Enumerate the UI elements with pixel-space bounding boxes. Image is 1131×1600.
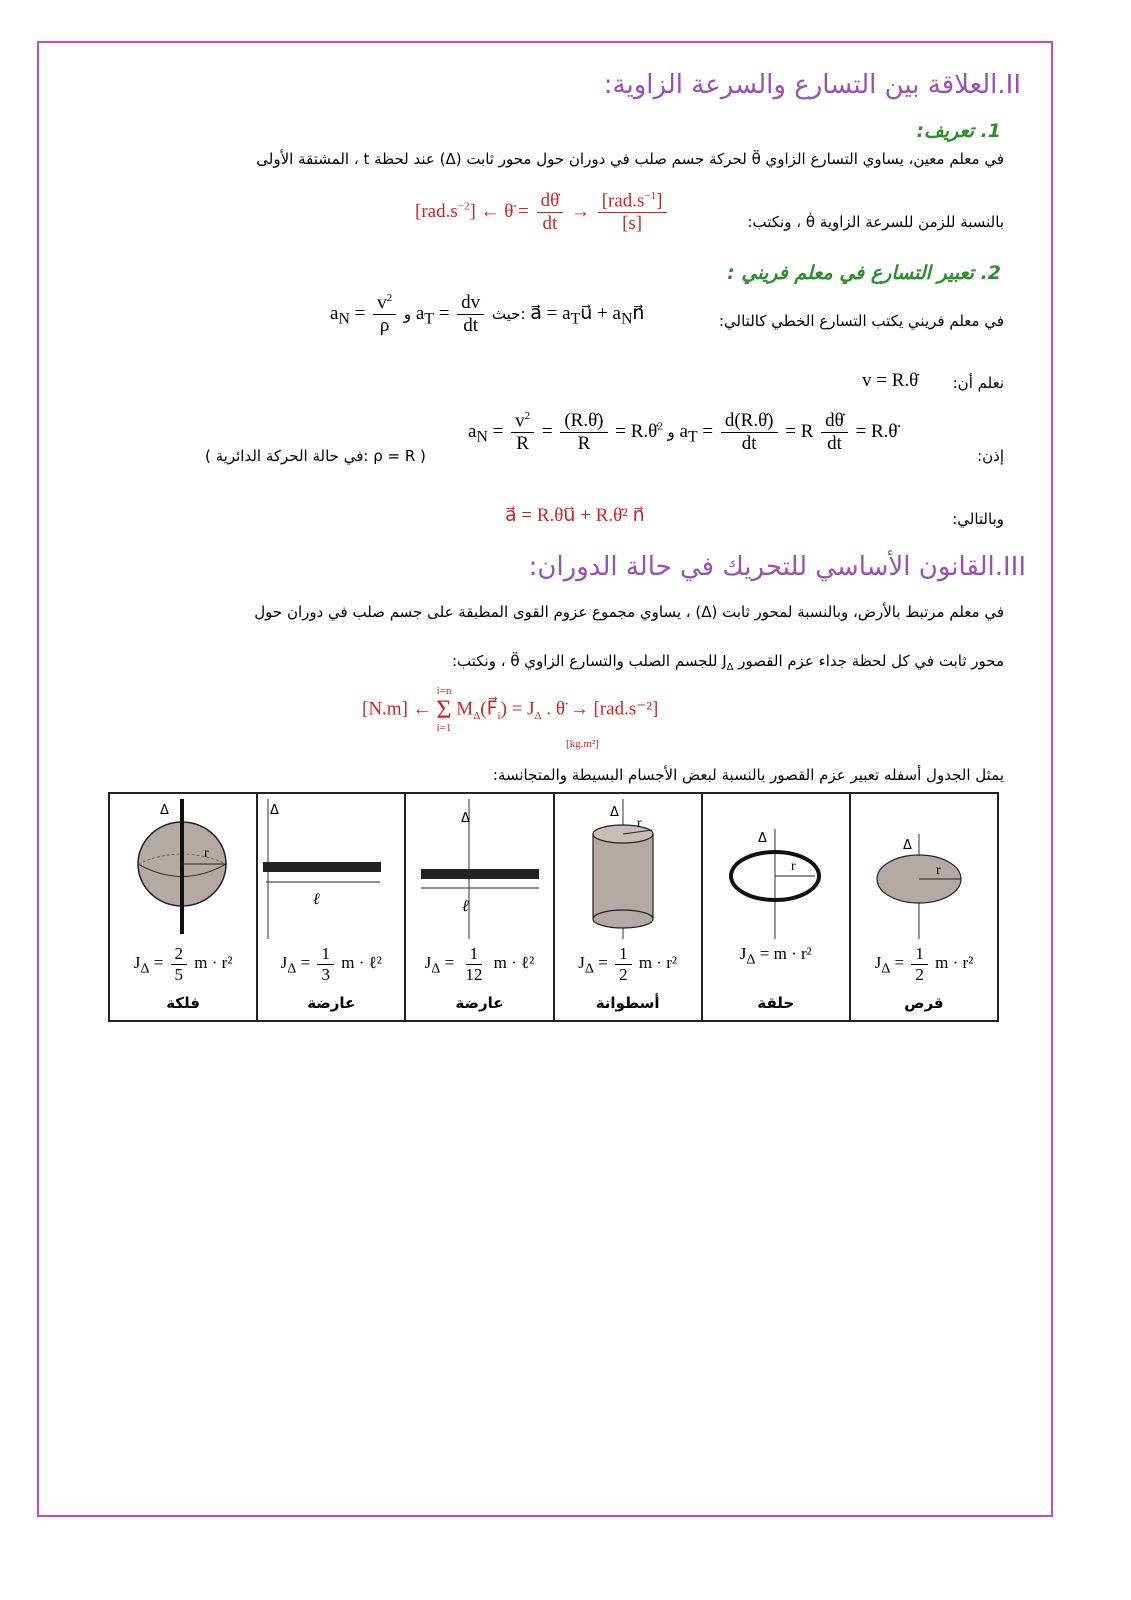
frenet-line: في معلم فريني يكتب التسارع الخطي كالتالي: [718,312,1004,330]
table-intro: يمثل الجدول أسفله تعبير عزم القصور بالنسبة لبعض الأجسام البسيطة والمتجانسة: [492,766,1004,784]
section-2-title: II.العلاقة بين التسارع والسرعة الزاوية: [603,70,1021,100]
cell-disk [851,794,997,1020]
svg-text:Δ: Δ [902,838,912,853]
thus-label: وبالتالي: [952,510,1004,528]
name-cylinder: أسطوانة [595,994,660,1012]
velocity-equation: v = R.θ̇ [862,370,919,391]
name-sphere: فلكة [166,994,200,1012]
formula-rod-center: $J_\Delta$ = $\frac{1}{12}$ m · ℓ² [424,944,535,984]
name-rod-center: عارضة [455,994,504,1012]
formula-cylinder: $J_\Delta$ = $\frac{1}{2}$ m · r² [578,944,677,984]
name-disk: قرص [904,994,944,1012]
angular-acceleration-equation: $[rad.s^{-2}]$ ← θ̈ = $\frac{d\thetȧ}{dt}$ → $\frac{[rad.s^{-1}]}{[s]}$ [415,190,670,235]
formula-ring: $J_\Delta = m \cdot r^2$ [739,944,812,968]
frenet-equation: $a_N$ = $\frac{v^2}{\rho}$ و $a_T$ = $\frac{dv}{dt}$ حيث: a⃗ = $a_Tu⃗$ + $a_Nn⃗$ [330,292,645,337]
name-rod-end: عارضة [307,994,356,1012]
then-label: إذن: [977,447,1004,465]
cell-rod-center [406,794,554,1020]
definition-line-2: بالنسبة للزمن للسرعة الزاوية θ̇ ، ونكتب: [747,213,1004,231]
cell-sphere [110,794,258,1020]
cell-ring [703,794,851,1020]
svg-text:Δ: Δ [609,805,619,820]
formula-rod-end: $J_\Delta$ = $\frac{1}{3}$ m · ℓ² [280,944,382,984]
fundamental-law-line-1: في معلم مرتبط بالأرض، وبالنسبة لمحور ثابت (Δ) ، يساوي مجموع عزوم القوى المطبقة على جسم صلب في دوران حول [254,603,1004,621]
circular-motion-note: ( ρ = R :في حالة الحركة الدائرية ) [205,447,426,465]
svg-text:r: r [790,859,796,874]
section-3-title: III.القانون الأساسي للتحريك في حالة الدوران: [528,552,1026,582]
svg-text:r: r [636,816,642,831]
fundamental-law-line-2: محور ثابت في كل لحظة جداء عزم القصور $J_\Delta$ للجسم الصلب والتسارع الزاوي θ̈ ، ونكتب: [451,652,1004,673]
subsection-definition: 1. تعريف: [916,120,1001,142]
svg-text:Δ: Δ [757,831,767,846]
subsection-frenet: 2. تعبير التسارع في معلم فريني : [727,262,1001,284]
inertia-table [108,792,999,1022]
cell-cylinder [555,794,703,1020]
svg-text:ℓ: ℓ [462,898,470,915]
rod-end-icon [258,794,402,944]
svg-text:ℓ: ℓ [313,891,320,908]
definition-line-1: في معلم معين، يساوي التسارع الزاوي θ̈ لحركة جسم صلب في دوران حول محور ثابت (Δ) عند لحظة t ، المشتقة الأولى [256,150,1004,168]
inertia-unit: [kg.m²] [566,738,599,750]
svg-text:Δ: Δ [461,811,471,826]
cell-rod-end [258,794,406,1020]
svg-text:r: r [935,863,941,878]
svg-text:Δ: Δ [160,803,169,818]
svg-text:r: r [204,846,209,861]
svg-text:Δ: Δ [270,803,280,818]
cylinder-icon [555,794,699,944]
acceleration-result-equation: a⃗ = R.θ̈u⃗ + R.θ̇² n⃗ [505,505,645,526]
normal-tangential-equations: $a_N$ = $\frac{v^2}{R}$ = $\frac{(R.\thetȧ)}{R}$ = R.θ̇$^2$ و $a_T$ = $\frac{d(R.\thetȧ)}{dt}$ = R $\frac{d\thetȧ}{dt}$ = R.θ̈ [468,410,898,455]
formula-disk: $J_\Delta$ = $\frac{1}{2}$ m · r² [874,944,974,984]
fundamental-law-equation: [N.m] ← i=n Σ i=1 $M_\Delta(F⃗_i) = J_\Delta$ . θ̈ → [rad.s⁻²] [362,685,659,734]
ring-icon [703,794,847,944]
sphere-icon [110,794,254,944]
formula-sphere: $J_\Delta$ = $\frac{2}{5}$ m · r² [133,944,233,984]
disk-icon [851,794,995,944]
we-know-line: نعلم أن: [952,374,1004,392]
rod-center-icon [406,794,550,944]
name-ring: حلقة [757,994,795,1012]
